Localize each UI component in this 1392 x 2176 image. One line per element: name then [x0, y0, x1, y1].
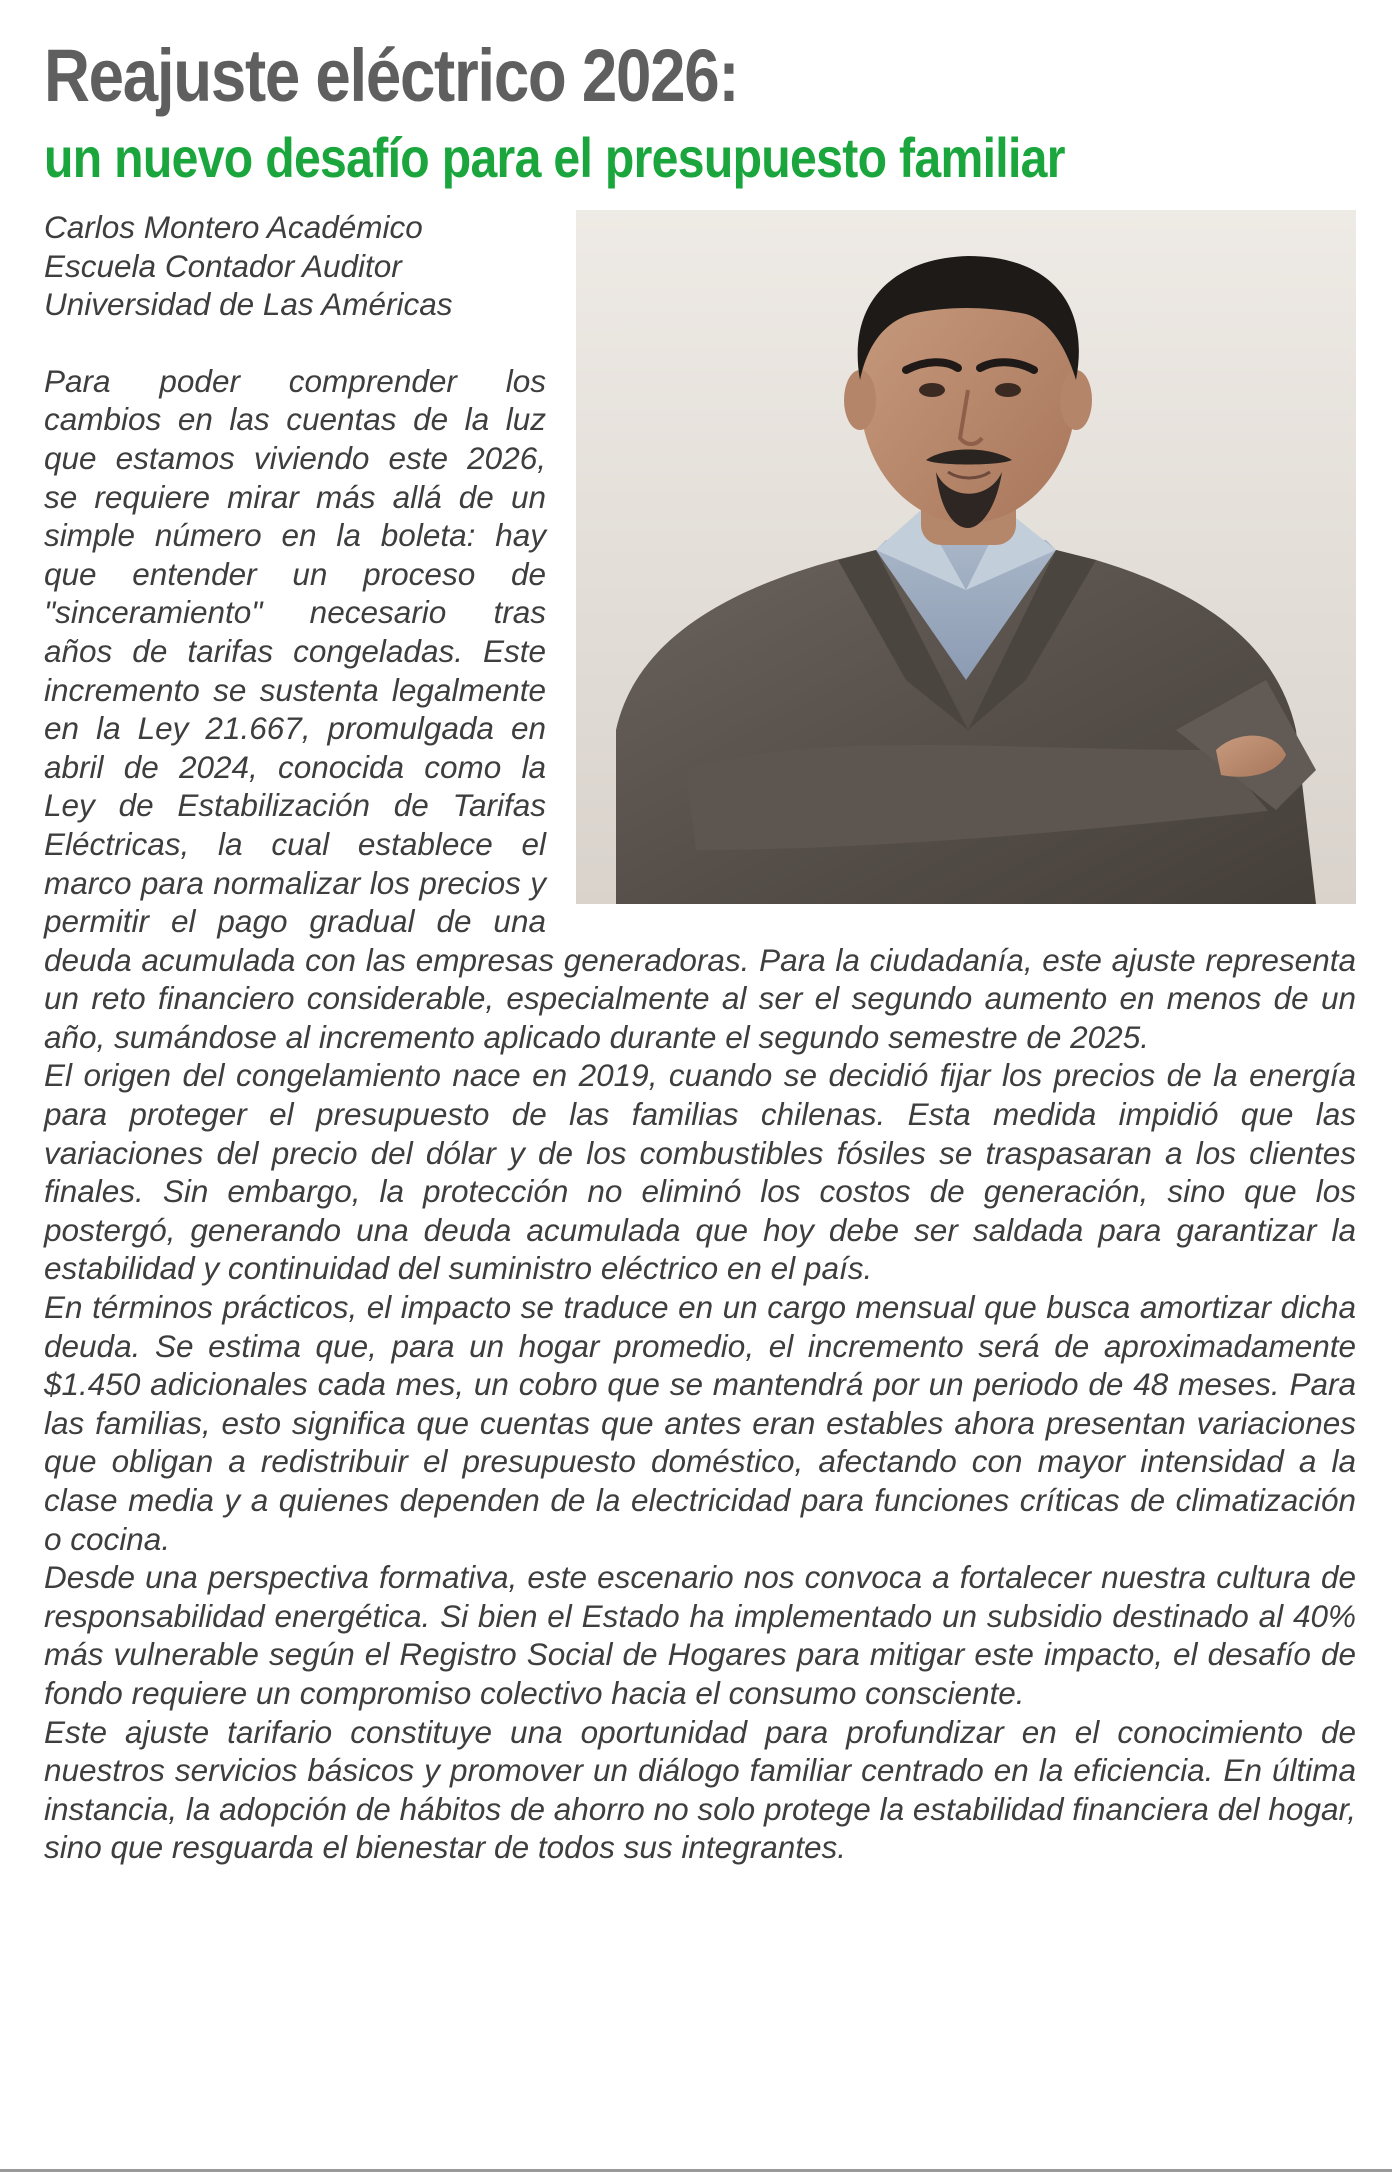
bottom-divider	[0, 2169, 1392, 2172]
author-university-line: Universidad de Las Américas	[44, 286, 453, 323]
article-title: Reajuste eléctrico 2026:	[44, 34, 739, 117]
author-portrait-illustration	[576, 210, 1356, 904]
paragraph-5: Este ajuste tarifario constituye una oportunidad para profundizar en el conocimiento de nuestros servicios básicos y promover un diálogo familiar centrado en la eficiencia. En última instancia, la adopción de hábitos de ahorro no solo protege la estabilidad financiera del hogar, sino que resguarda el bienestar de todos sus integrantes.	[44, 1713, 1356, 1866]
paragraph-1: Para poder comprender los cambios en las cuentas de la luz que estamos viviendo este 2026, se requiere mirar más allá de un simple número en la boleta: hay que entender un proceso de "sinceramiento" necesario tras años de tarifas congeladas. Este incremento se sustenta legalmente en la Ley 21.667, promulgada en abril de 2024, conocida como la Ley de Estabilización de Tarifas Eléctricas, la cual establece el marco para normalizar los precios y permitir el pago gradual de una deuda acumulada con las empresas generadoras. Para la ciudadanía, este ajuste representa un reto financiero considerable, especialmente al ser el segundo aumento en menos de un año, sumándose al incremento aplicado durante el segundo semestre de 2025.	[44, 362, 1356, 1055]
author-school-line: Escuela Contador Auditor	[44, 247, 402, 284]
article-body	[44, 208, 1356, 1867]
paragraph-2: El origen del congelamiento nace en 2019, cuando se decidió fijar los precios de la energía para proteger el presupuesto de las familias chilenas. Esta medida impidió que las variaciones del precio del dólar y de los combustibles fósiles se traspasaran a los clientes finales. Sin embargo, la protección no eliminó los costos de generación, sino que los postergó, generando una deuda acumulada que hoy debe ser saldada para garantizar la estabilidad y continuidad del suministro eléctrico en el país.	[44, 1057, 1356, 1287]
author-name-line: Carlos Montero Académico	[44, 209, 423, 245]
article	[44, 30, 1356, 1867]
paragraph-4: Desde una perspectiva formativa, este escenario nos convoca a fortalecer nuestra cultura de responsabilidad energética. Si bien el Estado ha implementado un subsidio destinado al 40% más vulnerable según el Registro Social de Hogares para mitigar este impacto, el desafío de fondo requiere un compromiso colectivo hacia el consumo consciente.	[44, 1559, 1356, 1711]
paragraph-3: En términos prácticos, el impacto se traduce en un cargo mensual que busca amortizar dicha deuda. Se estima que, para un hogar promedio, el incremento será de aproximadamente $1.450 adicionales cada mes, un cobro que se mantendrá por un periodo de 48 meses. Para las familias, esto significa que cuentas que antes eran estables ahora presentan variaciones que obligan a redistribuir el presupuesto doméstico, afectando con mayor intensidad a la clase media y a quienes dependen de la electricidad para funciones críticas de climatización o cocina.	[44, 1289, 1356, 1557]
article-subtitle: un nuevo desafío para el presupuesto familiar	[44, 126, 1065, 189]
author-photo	[576, 210, 1356, 904]
